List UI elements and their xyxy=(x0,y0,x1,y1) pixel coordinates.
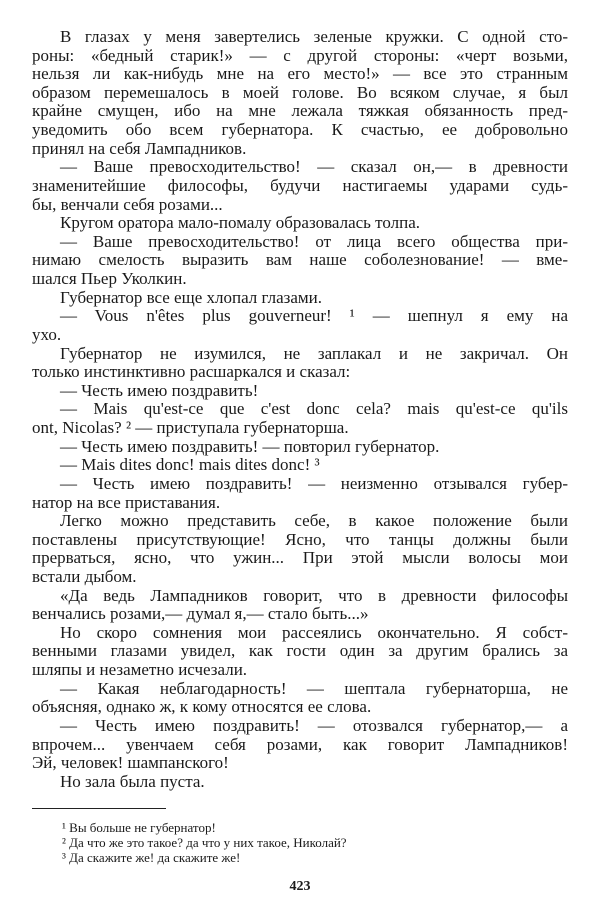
text-line: — Честь имею поздравить! — отозвался губернатор,— а xyxy=(60,715,568,735)
text-line: принял на себя Лампадников. xyxy=(32,138,247,158)
footnote-3: ³ Да скажите же! да скажите же! xyxy=(62,850,241,865)
text-line: ухо. xyxy=(32,324,62,344)
text-line: — Ваше превосходительство! от лица всего общества при- xyxy=(60,231,568,251)
text-line: — Mais dites donc! mais dites donc! ³ xyxy=(60,455,320,475)
text-line: В глазах у меня завертелись зеленые кружки. С одной сто- xyxy=(60,27,568,46)
text-line: впрочем... увенчаем себя розами, как говорит Лампадников! xyxy=(32,734,568,754)
text-line: Эй, человек! шампанского! xyxy=(32,753,229,773)
text-line: знаменитейшие философы, будучи настигаемы ударами судь- xyxy=(32,175,568,195)
text-line: натор на все приставания. xyxy=(32,492,221,512)
text-line: — Честь имею поздравить! — неизменно отзывался губер- xyxy=(60,473,568,493)
text-line: нимаю смелость выразить вам наше соболезнование! — вме- xyxy=(32,250,568,270)
footnote-1: ¹ Вы больше не губернатор! xyxy=(62,820,216,835)
text-line: венными глазами увидел, как гости один за другим брались за xyxy=(32,641,568,661)
footnote-2: ² Да что же это такое? да что у них такое, Николай? xyxy=(62,835,347,850)
text-line: — Честь имею поздравить! — повторил губернатор. xyxy=(60,436,440,456)
text-line: образом перемешалось в моей голове. Во всяком случае, я был xyxy=(32,82,568,102)
text-line: объясняя, однако ж, к кому относятся ее слова. xyxy=(32,697,372,717)
text-line: ont, Nicolas? ² — приступала губернаторша. xyxy=(32,418,349,438)
text-line: встали дыбом. xyxy=(32,566,137,586)
text-line: — Честь имею поздравить! xyxy=(60,380,259,400)
text-line: — Ваше превосходительство! — сказал он,— в древности xyxy=(60,157,568,177)
text-line: прерваться, ясно, что ужин... При этой мысли волосы мои xyxy=(32,548,568,568)
text-line: Но зала была пуста. xyxy=(60,771,205,791)
page-number: 423 xyxy=(289,879,311,894)
text-line: поставлены присутствующие! Ясно, что танцы должны были xyxy=(32,529,568,549)
text-line: Кругом оратора мало-помалу образовалась толпа. xyxy=(60,213,421,233)
text-line: шляпы и незаметно исчезали. xyxy=(32,660,248,680)
text-line: только инстинктивно расшаркался и сказал: xyxy=(32,362,351,382)
footnote-separator xyxy=(32,808,166,809)
text-line: Губернатор не изумился, не заплакал и не закричал. Он xyxy=(60,343,568,363)
text-line: — Какая неблагодарность! — шептала губернаторша, не xyxy=(60,678,568,698)
text-line: шался Пьер Уколкин. xyxy=(32,269,187,289)
text-line: — Vous n'êtes plus gouverneur! ¹ — шепнул я ему на xyxy=(60,306,568,326)
text-line: нельзя ли как-нибудь мне на его место!» — все это странным xyxy=(32,64,568,84)
text-line: Губернатор все еще хлопал глазами. xyxy=(60,287,323,307)
text-line: венчались розами,— думал я,— стало быть...» xyxy=(32,604,369,624)
text-line: «Да ведь Лампадников говорит, что в древности философы xyxy=(60,585,568,605)
text-line: Но скоро сомнения мои рассеялись окончательно. Я собст- xyxy=(60,622,568,642)
text-line: уведомить обо всем губернатора. К счастью, ее добровольно xyxy=(32,120,568,140)
text-line: бы, венчали себя розами... xyxy=(32,194,223,214)
text-line: Легко можно представить себе, в какое положение были xyxy=(60,511,568,531)
text-line: — Mais qu'est-ce que c'est donc cela? mais qu'est-ce qu'ils xyxy=(60,399,568,419)
text-line: роны: «бедный старик!» — с другой стороны: «черт возьми, xyxy=(32,45,568,65)
text-line: крайне смущен, ибо на мне лежала тяжкая обязанность пред- xyxy=(32,101,568,121)
